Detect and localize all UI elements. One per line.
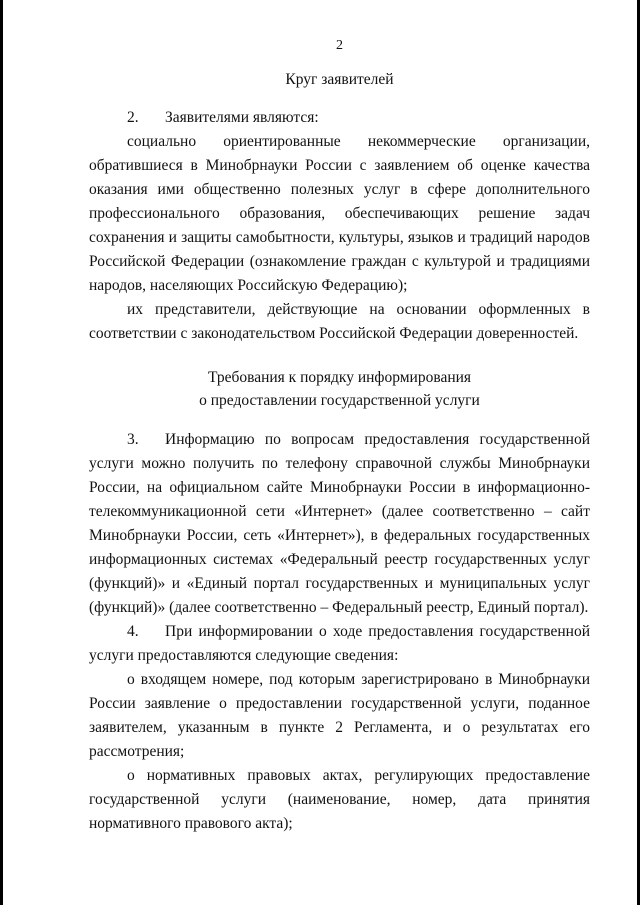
page-left-edge [0,0,3,905]
page-number: 2 [336,38,343,53]
document-page [89,38,590,836]
item-text: Информацию по вопросам предоставления государственной услуги можно получить по телефону справочной службы Минобрнауки России, на официальном сайте Минобрнауки России в информационно-телекоммуникационной сети «Интернет» (далее соответственно – сайт Минобрнауки России, сеть «Интернет»), в федеральных государственных информационных системах «Федеральный реестр государственных услуг (функций)» и «Единый портал государственных и муниципальных услуг (функций)» (далее соответственно – Федеральный реестр, Единый портал). [89,431,590,616]
item-number: 4. [127,623,139,640]
paragraph-item-3 [89,428,590,620]
paragraph-item-4 [89,620,590,668]
item-number: 2. [127,109,139,126]
paragraph-applicant-organizations: социально ориентированные некоммерческие организации, обратившиеся в Минобрнауки России с заявлением об оценке качества оказания ими общественно полезных услуг в сфере дополнительного профессионального образования, обеспечивающих решение задач сохранения и защиты самобытности, культуры, языков и традиций народов Российской Федерации (ознакомление граждан с культурой и традициями народов, населяющих Российскую Федерацию); [89,133,590,294]
paragraph-applicant-representatives: их представители, действующие на основании оформленных в соответствии с законодательством Российской Федерации доверенностей. [89,301,590,342]
section-heading-applicants: Круг заявителей [285,71,394,88]
item-number: 3. [127,431,139,448]
item-text: При информировании о ходе предоставления государственной услуги предоставляются следующие сведения: [89,623,590,664]
heading-line: Требования к порядку информирования [207,369,472,386]
paragraph-incoming-number: о входящем номере, под которым зарегистрировано в Минобрнауки России заявление о предоставлении государственной услуги, поданное заявителем, указанным в пункте 2 Регламента, и о результатах его рассмотрения; [89,671,590,760]
section-heading-informing [89,366,590,412]
item-text: Заявителями являются: [165,109,319,126]
heading-line: о предоставлении государственной услуги [199,392,480,409]
paragraph-item-2 [89,106,590,130]
paragraph-normative-acts: о нормативных правовых актах, регулирующих предоставление государственной услуги (наименование, номер, дата принятия нормативного правового акта); [89,767,590,832]
